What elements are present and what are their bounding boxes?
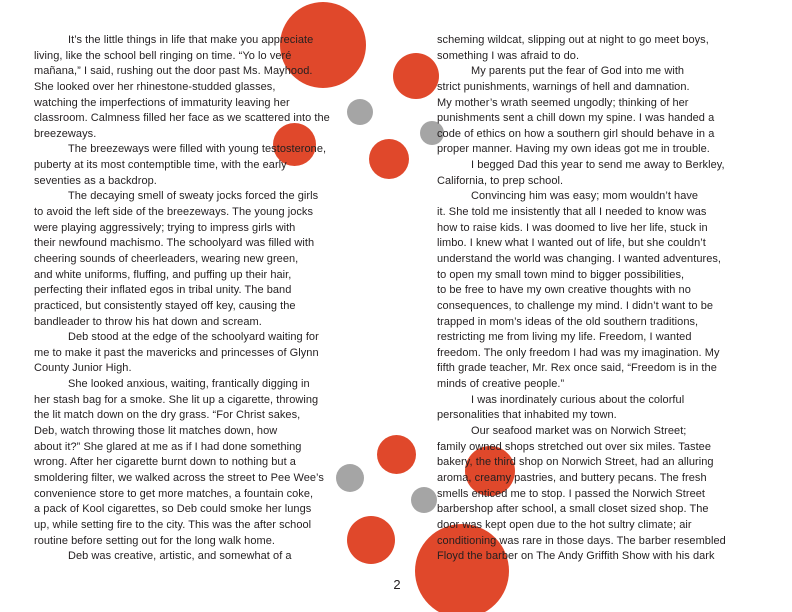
text-line: Floyd the barber on The Andy Griffith Show with his dark xyxy=(437,550,715,563)
text-line: Convincing him was easy; mom wouldn’t have xyxy=(471,190,699,203)
text-line: perfecting their inflated egos in tribal unity. The band xyxy=(34,284,292,297)
text-line: something I was afraid to do. xyxy=(437,49,580,62)
text-line: door was kept open due to the hot sultry climate; air xyxy=(437,518,692,531)
text-line: their newfound machismo. The schoolyard was filled with xyxy=(34,237,315,250)
text-line: wrong. After her cigarette burnt down to nothing but a xyxy=(34,456,296,469)
text-line: She looked over her rhinestone-studded glasses, xyxy=(34,80,276,93)
text-line: My parents put the fear of God into me with xyxy=(471,65,685,78)
text-line: practiced, but consistently stayed off key, causing the xyxy=(34,299,296,312)
text-line: puberty at its most contemptible time, with the early xyxy=(34,159,287,172)
text-line: barbershop after school, a small closet sized shop. The xyxy=(437,503,709,516)
text-line: bandleader to throw his hat down and scream. xyxy=(34,315,262,328)
text-line: living, like the school bell ringing on time. “Yo lo veré xyxy=(34,49,292,62)
text-line: Deb was creative, artistic, and somewhat of a xyxy=(68,550,292,563)
text-line: I was inordinately curious about the colorful xyxy=(471,393,685,406)
text-line: to open my small town mind to bigger possibilities, xyxy=(437,268,685,281)
text-line: Deb, watch throwing those lit matches down, how xyxy=(34,425,278,438)
text-line: the lit match down on the dry grass. “For Christ sakes, xyxy=(34,409,301,422)
text-line: strict punishments, warnings of hell and damnation. xyxy=(437,80,690,93)
text-line: The decaying smell of sweaty jocks forced the girls xyxy=(68,190,319,203)
text-line: a pack of Kool cigarettes, so Deb could smoke her lungs xyxy=(34,503,312,516)
text-line: minds of creative people.” xyxy=(437,378,565,391)
text-line: breezeways. xyxy=(34,127,97,140)
text-line: watching the imperfections of immaturity leaving her xyxy=(34,96,290,109)
text-column-right xyxy=(437,33,777,565)
text-line: cheering sounds of cheerleaders, wearing new green, xyxy=(34,252,299,265)
page-number: 2 xyxy=(393,577,401,592)
text-line: about it?” She glared at me as if I had done something xyxy=(34,440,302,453)
text-line: her stash bag for a smoke. She lit up a cigarette, throwing xyxy=(34,393,319,406)
text-line: classroom. Calmness filled her face as we scattered into the xyxy=(34,112,330,125)
text-line: family owned shops stretched out over six miles. Tastee xyxy=(437,440,712,453)
gray-circle xyxy=(411,487,437,513)
text-line: The breezeways were filled with young testosterone, xyxy=(68,143,327,156)
text-line: conditioning was rare in those days. The barber resembled xyxy=(437,534,726,547)
text-line: proper manner. Having my own ideas got me in trouble. xyxy=(437,143,710,156)
text-line: consequences, to challenge my mind. I didn’t want to be xyxy=(437,299,714,312)
text-line: mañana,” I said, rushing out the door past Ms. Mayhood. xyxy=(34,65,313,78)
text-line: up, while setting fire to the city. This was the after school xyxy=(34,518,312,531)
text-line: to avoid the left side of the breezeways. The young jocks xyxy=(34,206,314,219)
text-line: routine before setting out for the long walk home. xyxy=(34,534,275,547)
red-circle xyxy=(377,435,416,474)
text-line: trapped in mom’s ideas of the old southern traditions, xyxy=(437,315,699,328)
text-line: smells enticed me to stop. I passed the Norwich Street xyxy=(437,487,706,500)
text-line: smoldering filter, we walked across the street to Pee Wee’s xyxy=(34,471,324,484)
text-line: seventies as a backdrop. xyxy=(34,174,157,187)
text-line: California, to prep school. xyxy=(437,174,564,187)
text-line: understand the world was changing. I wanted adventures, xyxy=(437,252,722,265)
text-line: limbo. I knew what I wanted out of life, but she couldn’t xyxy=(437,237,706,250)
text-line: freedom. The only freedom I had was my imagination. My xyxy=(437,346,720,359)
text-line: I begged Dad this year to send me away to Berkley, xyxy=(471,159,725,172)
text-line: County Junior High. xyxy=(34,362,132,375)
text-line: and white uniforms, fluffing, and puffing up their hair, xyxy=(34,268,292,281)
text-line: convenience store to get more matches, a fountain coke, xyxy=(34,487,314,500)
text-line: She looked anxious, waiting, frantically digging in xyxy=(68,378,310,391)
text-line: fifth grade teacher, Mr. Rex once said, “Freedom is in the xyxy=(437,362,717,375)
text-line: aroma, creamy pastries, and buttery pecans. The fresh xyxy=(437,471,707,484)
text-column-left xyxy=(34,33,374,565)
text-line: me to make it past the mavericks and princesses of Glynn xyxy=(34,346,319,359)
text-line: it. She told me insistently that all I needed to know was xyxy=(437,206,707,219)
text-line: code of ethics on how a southern girl should behave in a xyxy=(437,127,715,140)
text-line: to be free to have my own creative thoughts with no xyxy=(437,284,691,297)
red-circle xyxy=(393,53,439,99)
text-line: personalities that inhabited my town. xyxy=(437,409,617,422)
text-line: were playing aggressively; trying to impress girls with xyxy=(34,221,296,234)
text-line: punishments sent a chill down my spine. I was handed a xyxy=(437,112,715,125)
text-line: restricting me from living my life. Freedom, I wanted xyxy=(437,331,692,344)
text-line: Deb stood at the edge of the schoolyard waiting for xyxy=(68,331,319,344)
text-line: Our seafood market was on Norwich Street; xyxy=(471,425,687,438)
red-circle xyxy=(369,139,409,179)
text-line: scheming wildcat, slipping out at night to go meet boys, xyxy=(437,34,709,46)
text-line: My mother’s wrath seemed ungodly; thinking of her xyxy=(437,96,689,109)
text-line: how to raise kids. I was doomed to live her life, stuck in xyxy=(437,221,708,234)
text-line: bakery, the third shop on Norwich Street, had an alluring xyxy=(437,456,714,469)
text-line: It’s the little things in life that make you appreciate xyxy=(68,34,314,46)
